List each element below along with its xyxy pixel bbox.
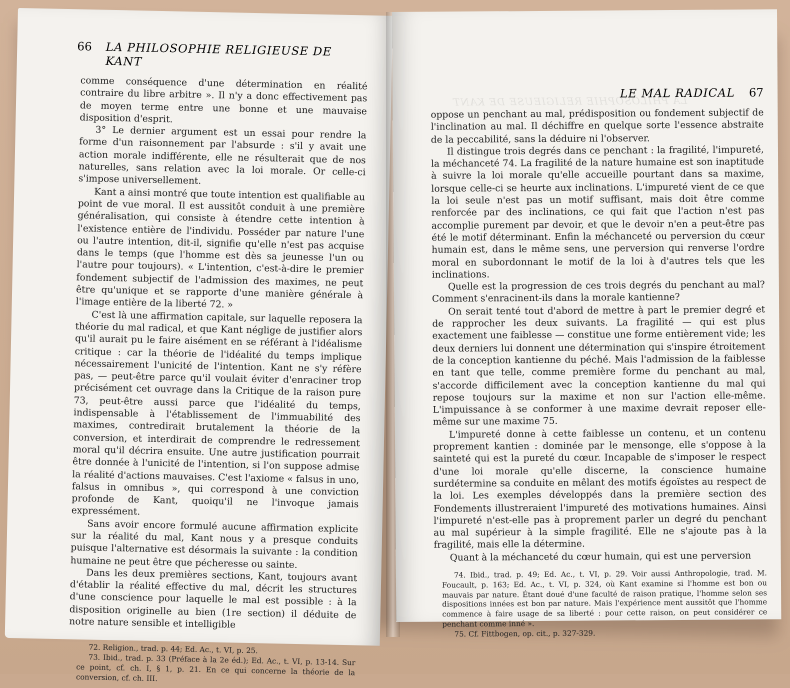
- right-page-header: [392, 9, 778, 108]
- paragraph: Dans les deux premières sections, Kant, toujours avant d'établir la réalité effective du mal, décrit les structures d'une conscience pour laquelle le mal est possible : à la disposition originelle au bien (1re section) il déduite de notre nature sensible et intelligible: [69, 567, 358, 631]
- footnote: 74. Ibid., trad. p. 49; Ed. Ac., t. VI, p. 29. Voir aussi Anthropologie, trad. M. Foucault, p. 163; Ed. Ac., t. VI, p. 324, où Kant examine si l'homme est bon ou mauvais par nature. Étant doué d'une faculté de raison pratique, l'homme selon ses dispositions innées est bon par nature. Mais l'expérience ment aussitôt que l'homme commence à faire usage de sa liberté : pour cette raison, on peut considérer ce penchant comme inné ».: [441, 568, 768, 629]
- left-body-text: [5, 70, 392, 635]
- paragraph: L'impureté donne à cette faiblesse un contenu, et un contenu proprement kantien : dominée par le mensonge, elle s'oppose à la sainteté qui est la pureté du cœur. Incapable de s'imposer le respect d'une loi morale qu'elle discerne, la conscience humaine surdétermine sa conduite en mêlant des motifs égoïstes au respect de la loi. Les exemples développés dans la première section des Fondements illustreraient l'impureté des motivations humaines. Ainsi l'impureté n'est-elle pas à proprement parler un degré du penchant au mal supérieur à la simple fragilité. Elle ne s'ajoute pas à la fragilité, mais elle la détermine.: [433, 427, 767, 552]
- paragraph: On serait tenté tout d'abord de mettre à part le premier degré et de rapprocher les deux suivants. La fragilité — qui est plus exactement une faiblesse — constitue une forme entièrement vide; les deux derniers lui donnent une détermination qui s'inspire étroitement de la conception kantienne du péché. Mais l'admission de la faiblesse en tant que telle, comme première forme du penchant au mal, s'accorde difficilement avec la conception kantienne du mal qui repose toujours sur la maxime et non sur l'action elle-même. L'impuissance à se conformer à une maxime devrait reposer elle-même sur une maxime 75.: [432, 304, 766, 429]
- paragraph: Quelle est la progression de ces trois degrés du penchant au mal? Comment s'enracinent-ils dans la morale kantienne?: [431, 279, 765, 306]
- left-running-head: LA PHILOSOPHIE RELIGIEUSE DE KANT: [105, 39, 332, 69]
- paragraph: Sans avoir encore formulé aucune affirmation explicite sur la réalité du mal, Kant nous y a presque conduits puisque l'alternative est désormais la suivante : la condition humaine ne peut être que pécheresse ou sainte.: [70, 518, 359, 571]
- show-through-text: LA PHILOSOPHIE RELIGIEUSE DE KANT: [452, 95, 688, 109]
- paragraph: C'est là une affirmation capitale, sur laquelle reposera la théorie du mal radical, et que Kant néglige de justifier alors qu'il aurait pu le faire aisément en se référant à l'idéalisme critique : car la théorie de l'idéalité du temps implique nécessairement l'unicité de l'intention. Kant ne s'y réfère pas, — peut-être parce qu'il voulait éviter d'enraciner trop précisément cet ouvrage dans la Critique de la raison pure 73, peut-être aussi parce que l'idéalité du temps, indispensable à l'établissement de l'immuabilité des maximes, contredirait brutalement la théorie de la conversion, et interdirait de comprendre le redressement moral qu'il décrira ensuite. Une autre justification pourrait être donnée à l'unicité de l'intention, si l'on suppose admise la réalité d'actions mauvaises. C'est l'axiome « falsus in uno, falsus in omnibus », qui correspond à une conviction profonde de Kant, quoiqu'il ne l'invoque jamais expressément.: [71, 309, 363, 519]
- paragraph: 3° Le dernier argument est un essai pour rendre la forme d'un raisonnement par l'absurde : s'il y avait une action morale indifférente, elle ne résulterait que de nos naturelles, sans relation avec la loi morale. Or celle-ci s'impose universellement.: [78, 124, 367, 188]
- paragraph: comme conséquence d'une détermination en réalité contraire du libre arbitre ». Il n'y a donc effectivement pas de moyen terme entre une bonne et une mauvaise disposition d'esprit.: [79, 75, 368, 126]
- right-body-text: [393, 105, 781, 565]
- left-page-header: [17, 8, 393, 78]
- paragraph: Il distingue trois degrés dans ce penchant : la fragilité, l'impureté, la méchanceté 74. La fragilité de la nature humaine est son inaptitude à suivre la loi morale qu'elle accueille pourtant dans sa maxime, lorsque celle-ci se heurte aux inclinations. L'impureté vient de ce que la loi seule n'est pas un motif suffisant, mais doit être comme renforcée par des inclinations, ce qui fait que l'action n'est pas accomplie purement par devoir, et que le devoir n'en a peut-être pas été le motif déterminant. Enfin la méchanceté ou perversion du cœur humain est, dans le même sens, une perversion qui renverse l'ordre moral en subordonnant le motif de la loi à d'autres tels que les inclinations.: [431, 144, 765, 281]
- right-page-number: 67: [748, 85, 764, 100]
- footnote: 72. Religion., trad. p. 44; Ed. Ac., t. VI, p. 25.: [88, 642, 258, 656]
- right-running-head: LE MAL RADICAL: [619, 85, 735, 101]
- footnote: 73. Ibid., trad. p. 33 (Préface à la 2e éd.); Ed. Ac., t. VI, p. 13-14. Sur ce point, cf. ch. I, § 1, p. 21. En ce qui concerne la théorie de la conversion, cf. ch. III.: [75, 652, 356, 683]
- paragraph: Quant à la méchanceté du cœur humain, qui est une perversion: [449, 550, 752, 564]
- left-page-number: 66: [77, 39, 92, 54]
- paragraph: oppose un penchant au mal, prédisposition ou fondement subjectif de l'inclination au mal. Il déchiffre en quelque sorte l'essence abstraite de la peccabilité, sans la déduire ni l'observer.: [430, 107, 764, 146]
- right-page: [392, 9, 781, 639]
- footnote: 75. Cf. Fittbogen, op. cit., p. 327-329.: [454, 628, 596, 639]
- right-footnotes: [396, 562, 782, 639]
- left-footnotes: [4, 627, 380, 688]
- paragraph: Kant a ainsi montré que toute intention est qualifiable au point de vue moral. Il est aussitôt conduit à une première généralisation, qui consiste à étendre cette intention à l'existence entière de l'individu. Posséder par nature l'une ou l'autre intention, dit-il, signifie qu'elle n'est pas acquise dans le temps (que l'homme est dès sa jeunesse l'un ou l'autre pour toujours). « L'intention, c'est-à-dire le premier fondement subjectif de l'admission des maximes, ne peut être qu'unique et se rapporte d'une manière générale à l'image entière de la liberté 72. »: [75, 186, 366, 311]
- left-page: [5, 8, 393, 683]
